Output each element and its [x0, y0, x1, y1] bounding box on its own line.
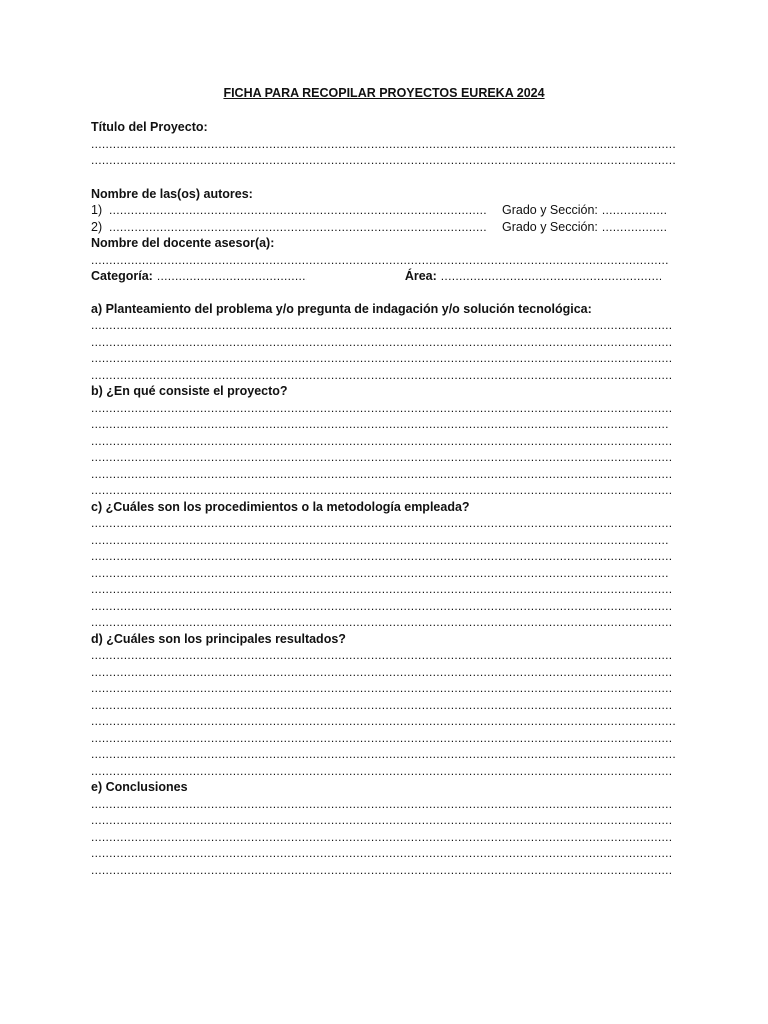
document-title: FICHA PARA RECOPILAR PROYECTOS EUREKA 2024 [223, 86, 545, 100]
answer-line[interactable] [91, 829, 673, 846]
section-d-label: d) ¿Cuáles son los principales resultados? [91, 631, 346, 646]
advisor-label: Nombre del docente asesor(a): [91, 236, 275, 250]
advisor-line[interactable] [91, 252, 669, 269]
grade-section-line[interactable] [602, 202, 668, 219]
answer-line[interactable] [91, 515, 673, 532]
answer-line[interactable] [91, 532, 669, 549]
answer-line[interactable] [91, 713, 677, 730]
answer-line[interactable] [91, 598, 673, 615]
author-row [91, 219, 677, 236]
answer-line[interactable] [91, 350, 673, 367]
answer-line[interactable] [91, 647, 673, 664]
project-title-label: Título del Proyecto: [91, 120, 208, 134]
answer-line[interactable] [91, 812, 673, 829]
answer-line[interactable] [91, 565, 669, 582]
answer-line[interactable] [91, 317, 673, 334]
answer-line[interactable] [91, 581, 673, 598]
answer-line[interactable] [91, 548, 673, 565]
answer-line[interactable] [91, 614, 673, 631]
category-line[interactable] [157, 268, 307, 285]
author-number: 2) [91, 219, 103, 234]
answer-line[interactable] [91, 400, 673, 417]
author-row [91, 202, 677, 219]
answer-line[interactable] [91, 763, 673, 780]
area-label: Área: [404, 269, 437, 283]
grade-section-label: Grado y Sección: [502, 203, 598, 217]
section-b-label: b) ¿En qué consiste el proyecto? [91, 384, 288, 398]
authors-label: Nombre de las(os) autores: [91, 186, 253, 201]
project-title-line[interactable] [91, 136, 677, 153]
answer-line[interactable] [91, 466, 673, 483]
answer-line[interactable] [91, 367, 673, 384]
answer-line[interactable] [91, 730, 673, 747]
category-area-row [91, 268, 677, 285]
answer-line[interactable] [91, 664, 673, 681]
answer-line[interactable] [91, 334, 673, 351]
form-content [91, 119, 677, 878]
grade-section-label: Grado y Sección: [502, 219, 598, 234]
author-name-line[interactable] [109, 202, 486, 219]
section-e-label: e) Conclusiones [91, 780, 188, 794]
answer-line[interactable] [91, 862, 673, 879]
section-c-label: c) ¿Cuáles son los procedimientos o la metodología empleada? [91, 499, 470, 514]
answer-line[interactable] [91, 697, 673, 714]
author-name-line[interactable] [109, 219, 486, 236]
answer-line[interactable] [91, 416, 669, 433]
area-line[interactable] [441, 268, 661, 285]
answer-line[interactable] [91, 449, 673, 466]
section-a-label: a) Planteamiento del problema y/o pregunta de indagación y/o solución tecnológica: [91, 301, 592, 316]
category-label: Categoría: [91, 269, 153, 283]
project-title-line[interactable] [91, 152, 677, 169]
answer-line[interactable] [91, 680, 673, 697]
answer-line[interactable] [91, 845, 673, 862]
answer-line[interactable] [91, 746, 677, 763]
grade-section-line[interactable] [602, 219, 668, 236]
answer-line[interactable] [91, 433, 673, 450]
answer-line[interactable] [91, 482, 673, 499]
answer-line[interactable] [91, 796, 673, 813]
author-number: 1) [91, 203, 103, 217]
